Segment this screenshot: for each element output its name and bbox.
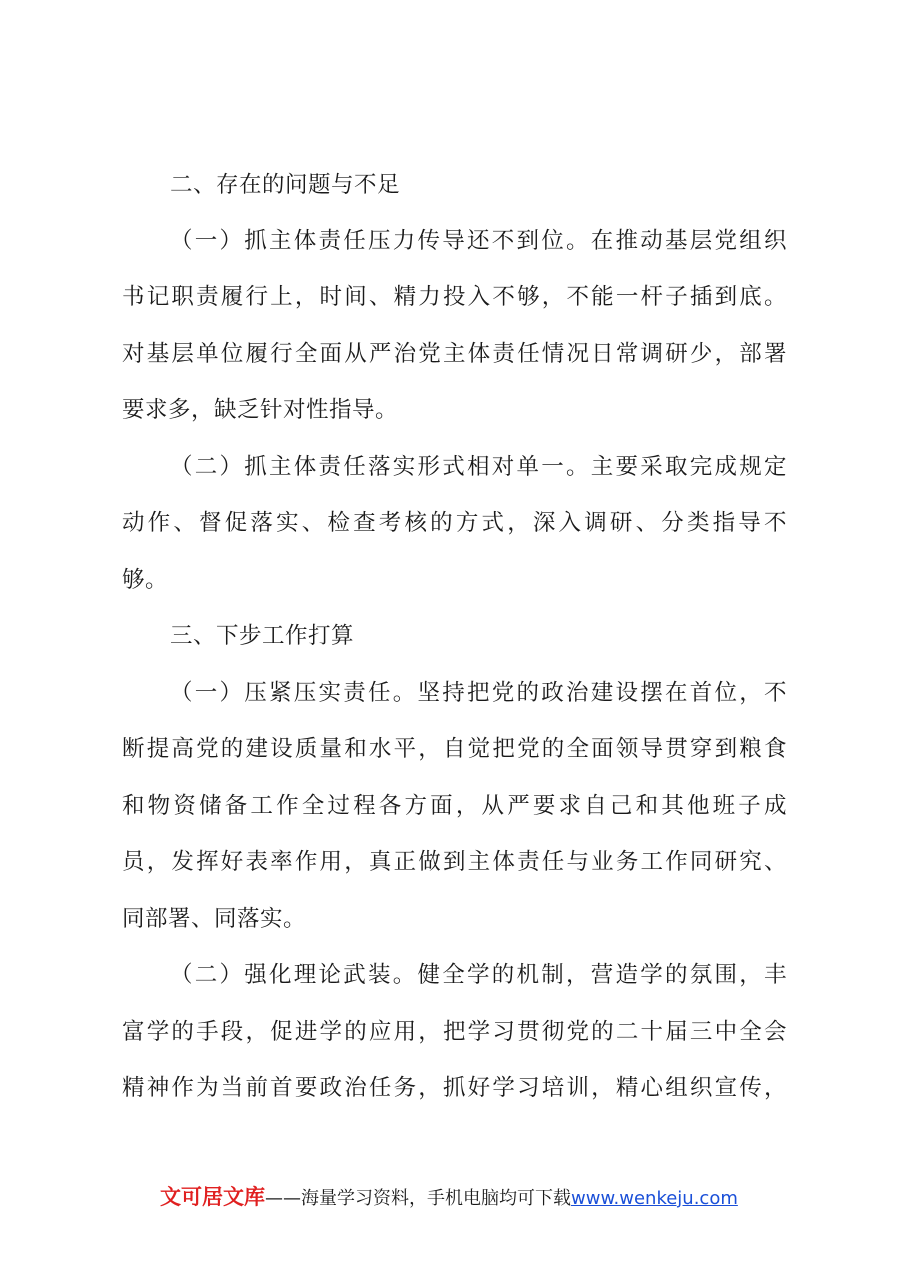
paragraph-line: 对基层单位履行全面从严治党主体责任情况日常调研少，部署	[122, 341, 787, 367]
footer-brand: 文可居文库	[160, 1185, 265, 1209]
paragraph-line: 断提高党的建设质量和水平，自觉把党的全面领导贯穿到粮食	[122, 736, 787, 762]
footer-tagline: ——海量学习资料，手机电脑均可下载	[265, 1188, 571, 1209]
paragraph-line: 同部署、同落实。	[122, 906, 307, 932]
paragraph-line: （二）抓主体责任落实形式相对单一。主要采取完成规定	[170, 454, 787, 480]
paragraph-line: （二）强化理论武装。健全学的机制，营造学的氛围，丰	[170, 962, 787, 988]
section-heading: 三、下步工作打算	[170, 623, 355, 649]
paragraph-line: 员，发挥好表率作用，真正做到主体责任与业务工作同研究、	[122, 849, 787, 875]
paragraph-line: （一）压紧压实责任。坚持把党的政治建设摆在首位，不	[170, 680, 787, 706]
paragraph-line: 书记职责履行上，时间、精力投入不够，不能一杆子插到底。	[122, 284, 787, 310]
paragraph-line: 和物资储备工作全过程各方面，从严要求自己和其他班子成	[122, 793, 787, 819]
paragraph-line: （一）抓主体责任压力传导还不到位。在推动基层党组织	[170, 228, 787, 254]
paragraph-line: 够。	[122, 567, 169, 593]
paragraph-line: 富学的手段，促进学的应用，把学习贯彻党的二十届三中全会	[122, 1019, 787, 1045]
footer-watermark	[160, 1182, 780, 1212]
paragraph-line: 精神作为当前首要政治任务，抓好学习培训，精心组织宣传，	[122, 1075, 787, 1101]
section-heading: 二、存在的问题与不足	[170, 172, 401, 198]
paragraph-line: 要求多，缺乏针对性指导。	[122, 397, 399, 423]
paragraph-line: 动作、督促落实、检查考核的方式，深入调研、分类指导不	[122, 510, 787, 536]
footer-link[interactable]: www.wenkeju.com	[571, 1188, 738, 1209]
